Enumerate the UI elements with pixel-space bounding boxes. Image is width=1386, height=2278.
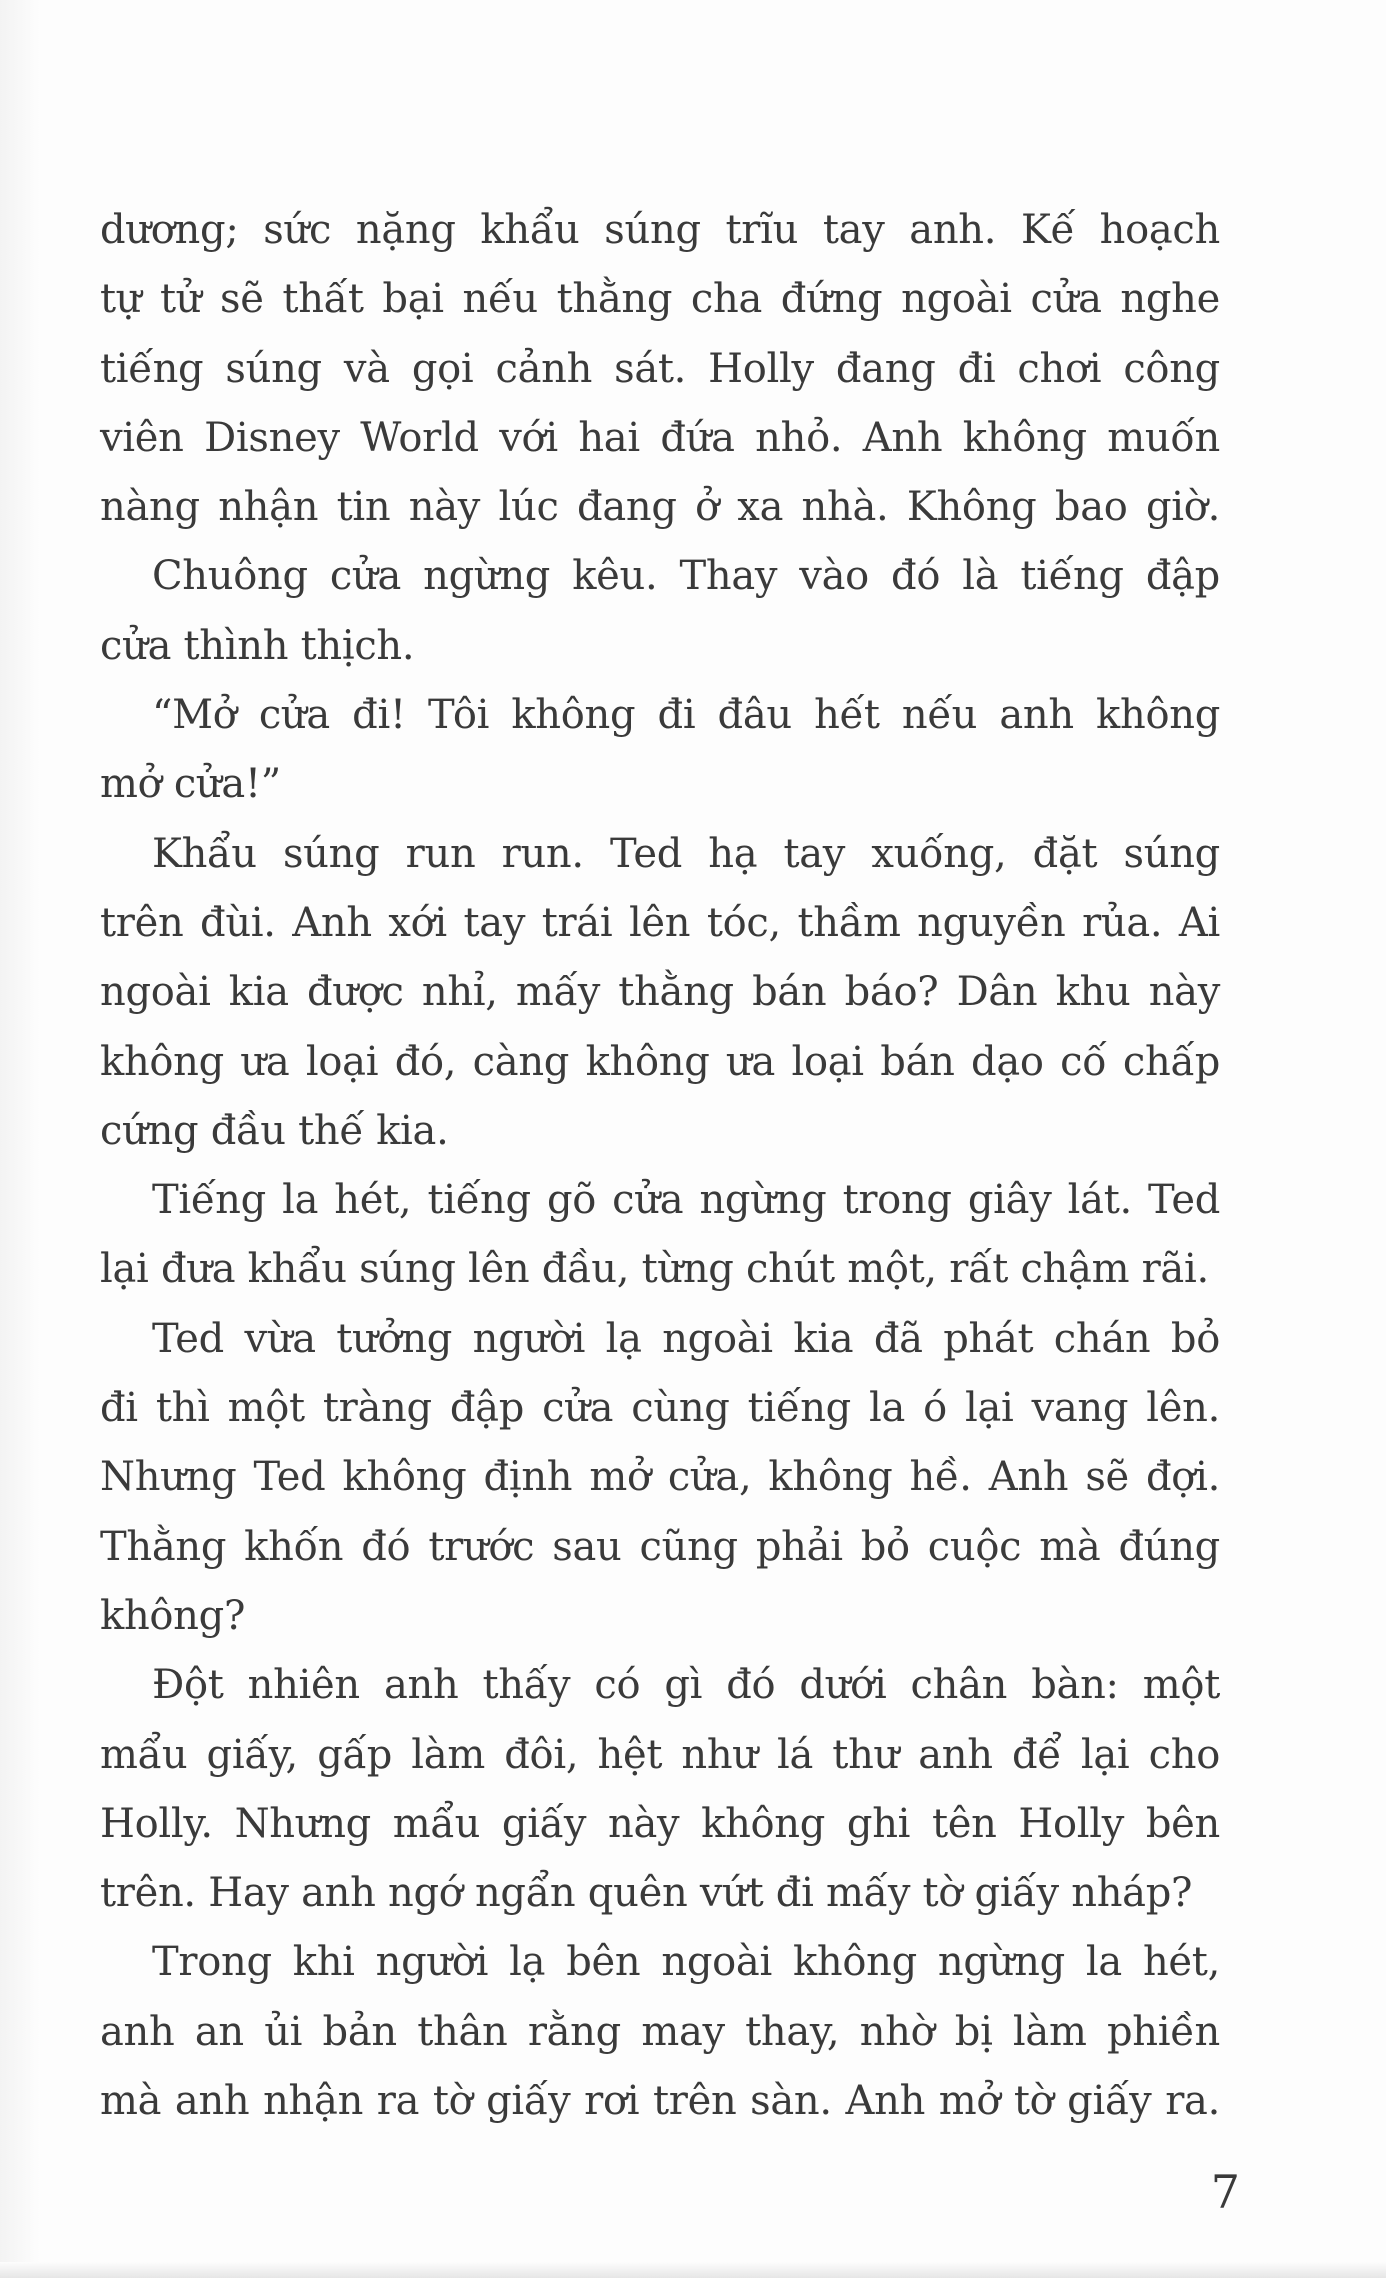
- text-line: dương; sức nặng khẩu súng trĩu tay anh. Kế hoạch: [100, 207, 1220, 253]
- text-line: Tiếng la hét, tiếng gõ cửa ngừng trong giây lát. Ted: [152, 1177, 1220, 1224]
- text-line: tiếng súng và gọi cảnh sát. Holly đang đi chơi công: [100, 345, 1220, 392]
- text-line: mẩu giấy, gấp làm đôi, hệt như lá thư anh để lại cho: [100, 1731, 1220, 1778]
- text-line: Ted vừa tưởng người lạ ngoài kia đã phát chán bỏ: [152, 1315, 1220, 1362]
- text-line: cửa thình thịch.: [100, 622, 415, 669]
- text-line: anh an ủi bản thân rằng may thay, nhờ bị làm phiền: [100, 2008, 1220, 2055]
- text-line: trên đùi. Anh xới tay trái lên tóc, thầm nguyền rủa. Ai: [100, 899, 1220, 946]
- text-line: nàng nhận tin này lúc đang ở xa nhà. Không bao giờ.: [100, 484, 1220, 531]
- body-text: [100, 196, 1220, 2136]
- page-bottom-edge: [0, 2262, 1386, 2278]
- text-line: tự tử sẽ thất bại nếu thằng cha đứng ngoài cửa nghe: [100, 276, 1220, 323]
- text-line: viên Disney World với hai đứa nhỏ. Anh không muốn: [100, 414, 1220, 461]
- text-line: Đột nhiên anh thấy có gì đó dưới chân bàn: một: [152, 1662, 1220, 1709]
- text-line: Holly. Nhưng mẩu giấy này không ghi tên Holly bên: [100, 1800, 1220, 1847]
- text-line: lại đưa khẩu súng lên đầu, từng chút một, rất chậm rãi.: [100, 1246, 1209, 1293]
- text-line: không ưa loại đó, càng không ưa loại bán dạo cố chấp: [100, 1038, 1220, 1085]
- page-number: 7: [1210, 2165, 1240, 2219]
- text-line: đi thì một tràng đập cửa cùng tiếng la ó lại vang lên.: [100, 1385, 1220, 1432]
- text-line: không?: [100, 1592, 246, 1639]
- text-line: Nhưng Ted không định mở cửa, không hề. Anh sẽ đợi.: [100, 1454, 1220, 1501]
- text-line: Trong khi người lạ bên ngoài không ngừng la hét,: [152, 1939, 1220, 1986]
- text-line: trên. Hay anh ngớ ngẩn quên vứt đi mấy tờ giấy nháp?: [100, 1870, 1193, 1917]
- text-line: ngoài kia được nhỉ, mấy thằng bán báo? Dân khu này: [100, 969, 1220, 1016]
- text-line: “Mở cửa đi! Tôi không đi đâu hết nếu anh không: [152, 692, 1220, 739]
- text-line: mở cửa!”: [100, 761, 281, 808]
- text-line: mà anh nhận ra tờ giấy rơi trên sàn. Anh mở tờ giấy ra.: [100, 2078, 1220, 2125]
- text-line: cứng đầu thế kia.: [100, 1107, 449, 1154]
- text-line: Chuông cửa ngừng kêu. Thay vào đó là tiếng đập: [152, 553, 1220, 600]
- text-line: Thằng khốn đó trước sau cũng phải bỏ cuộc mà đúng: [100, 1523, 1220, 1570]
- text-line: Khẩu súng run run. Ted hạ tay xuống, đặt súng: [152, 830, 1220, 877]
